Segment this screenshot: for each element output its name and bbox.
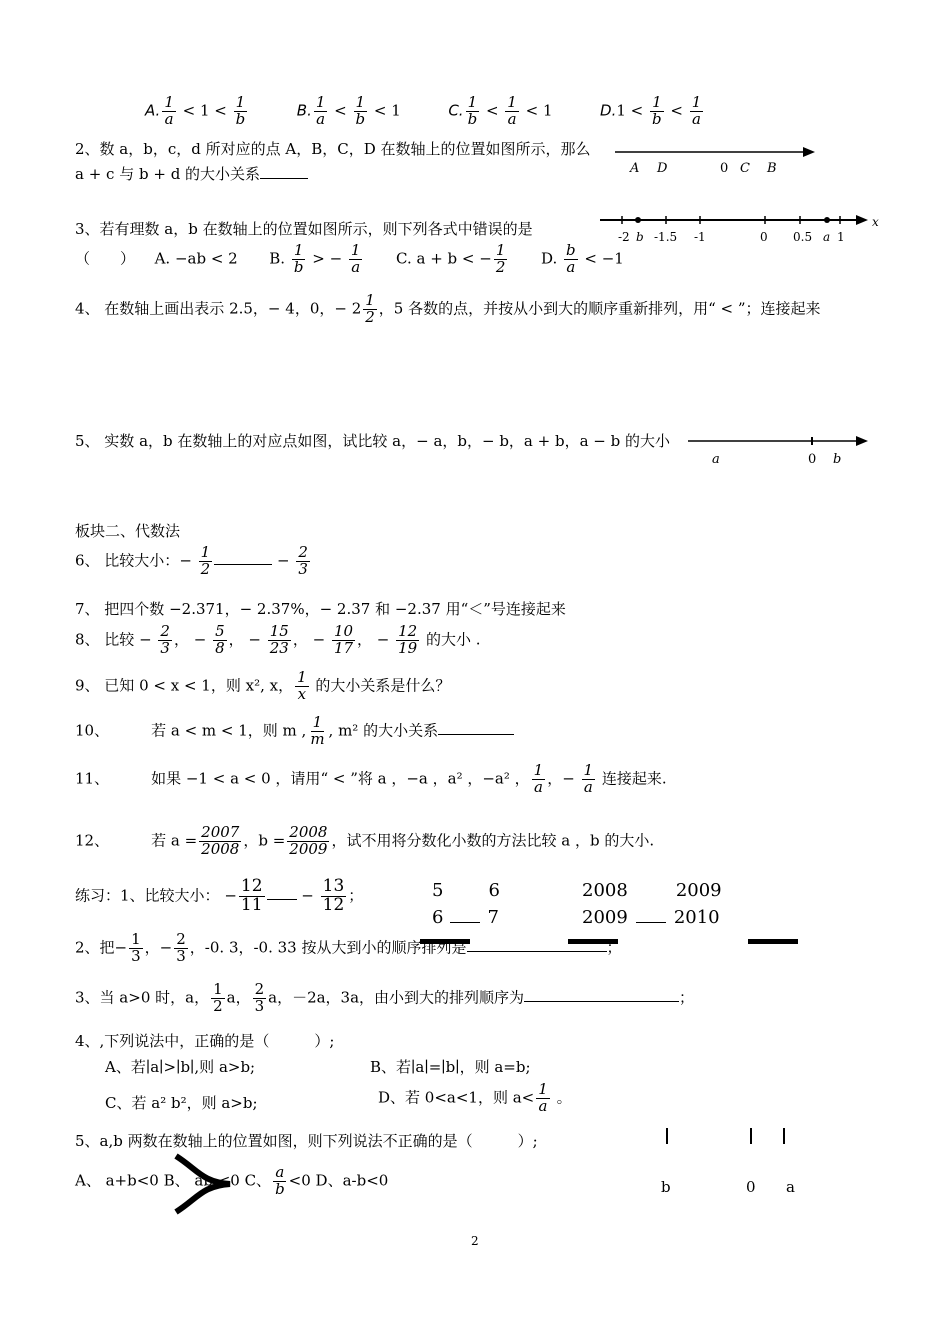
- q2-line2: a + c 与 b + d 的大小关系: [75, 163, 308, 184]
- q2-axis-label: C: [740, 161, 750, 176]
- practice-4-question: 4、,下列说法中，正确的是（ ）;: [75, 1032, 335, 1050]
- section-heading: 板块二、代数法: [75, 522, 181, 540]
- q3-axis-label: -2: [618, 230, 630, 244]
- point-a: [824, 217, 830, 223]
- q1-options: A. $\frac{1}{a}$ < 1 < $\frac{1}{b}$ B. $\frac{1}{a}$ < $\frac{1}{b}$ < 1 C. $\frac{1}{b}$ < $\frac{1}{a}$ < 1 D.1 < $\frac{1}{b}$ < $\frac{1}{a}$: [145, 93, 702, 128]
- p1-blank-3[interactable]: [636, 922, 666, 923]
- p5-tick-b: [666, 1128, 668, 1144]
- q12: 12、 若 a = $\frac{2007}{2008}$ ，b = $\frac{2008}{2009}$ ，试不用将分数化小数的方法比较 a ，b 的大小.: [75, 823, 655, 858]
- p5-axis-label: b: [661, 1178, 671, 1196]
- q3-axis-label: x: [872, 215, 879, 229]
- q3-number-line: [600, 208, 890, 248]
- p1-blank-2[interactable]: [450, 922, 480, 923]
- p5-tick-0: [750, 1128, 752, 1144]
- q3-axis-label: a: [823, 230, 831, 244]
- q2-answer-blank[interactable]: [260, 178, 308, 179]
- p1-blank-1[interactable]: [267, 899, 297, 900]
- practice-5-brace-mark: [168, 1152, 238, 1216]
- q5-axis-label: b: [833, 452, 842, 467]
- practice-5-options: A、 a+b<0 B、 ab <0 C、 $\frac{a}{b}$ <0 D、a-b<0: [75, 1163, 389, 1198]
- q2-axis-label: D: [657, 161, 668, 176]
- practice-2: 2、把− $\frac{1}{3}$ ，− $\frac{2}{3}$ ，-0. 3，-0. 33 按从大到小的顺序排列是 ；: [75, 930, 622, 965]
- q6: 6、 比较大小：− $\frac{1}{2}$ − $\frac{2}{3}$: [75, 543, 308, 578]
- p5-axis-label: a: [786, 1178, 795, 1196]
- q7: 7、 把四个数 −2.371，− 2.37%，− 2.37 和 −2.37 用“＜”号连接起来: [75, 600, 566, 618]
- q3-axis-label: 0: [760, 230, 768, 244]
- p3-answer-blank[interactable]: [524, 1001, 679, 1002]
- q9: 9、 已知 0 < x < 1，则 x², x， $\frac{1}{x}$ 的大小关系是什么？: [75, 668, 451, 703]
- q4: 4、 在数轴上画出表示 2.5，− 4，0，− 2 $\frac{1}{2}$ ，5 各数的点，并按从小到大的顺序重新排列，用“ < ”；连接起来: [75, 291, 821, 326]
- q6-answer-blank[interactable]: [214, 564, 272, 565]
- q2-line1: 2、数 a，b，c，d 所对应的点 A，B，C，D 在数轴上的位置如图所示，那么: [75, 140, 591, 158]
- q3-line1: 3、若有理数 a，b 在数轴上的位置如图所示，则下列各式中错误的是: [75, 220, 533, 238]
- q3-axis-label: b: [636, 230, 644, 244]
- q3-axis-label: 0.5: [793, 230, 813, 244]
- practice-1-fracs-a: 5 6 6 7: [432, 880, 500, 928]
- q2-axis-label: B: [767, 161, 777, 176]
- practice-4-option-d: D、若 0<a<1，则 a< $\frac{1}{a}$ 。: [378, 1080, 572, 1115]
- q2-number-line: [615, 140, 825, 180]
- q3-axis-label: -1.5: [654, 230, 678, 244]
- q5: 5、 实数 a，b 在数轴上的对应点如图，试比较 a，− a，b，− b，a + b，a − b 的大小: [75, 432, 670, 450]
- point-b: [635, 217, 641, 223]
- p5-axis-label: 0: [746, 1178, 756, 1196]
- q10-answer-blank[interactable]: [438, 734, 514, 735]
- q8: 8、 比较 − $\frac{2}{3}$ ， − $\frac{5}{8}$ ， − $\frac{15}{23}$ ， − $\frac{10}{17}$ ， − $\frac{12}{19}$ 的大小 .: [75, 622, 481, 657]
- q10: 10、 若 a < m < 1，则 m , $\frac{1}{m}$ , m² 的大小关系: [75, 715, 514, 748]
- q2-axis-label: A: [630, 161, 640, 176]
- q5-axis-label: 0: [808, 452, 817, 467]
- p5-tick-a: [783, 1128, 785, 1144]
- q3-axis-label: 1: [837, 230, 845, 244]
- q11: 11、 如果 −1 < a < 0 ，请用“ < ”将 a ，−a ，a² ，−a² ， $\frac{1}{a}$ ，− $\frac{1}{a}$ 连接起来.: [75, 761, 667, 796]
- q2-axis-label: 0: [720, 161, 729, 176]
- q3-line2: （ ） A. −ab < 2 B. $\frac{1}{b}$ > − $\frac{1}{a}$ C. a + b < − $\frac{1}{2}$ D. $\frac{b}{a}$ < −1: [75, 241, 624, 276]
- practice-4-option-c: C、若 a² b²，则 a>b;: [105, 1094, 258, 1112]
- q3-axis-label: -1: [694, 230, 706, 244]
- practice-1: 练习：1、比较大小： − $\frac{12}{11}$ − $\frac{13}{12}$ ；: [75, 876, 364, 915]
- q5-axis-label: a: [712, 452, 720, 467]
- practice-1-fracs-b: 2008 2009 2009 2010: [582, 880, 722, 928]
- practice-4-option-a: A、若∣a∣>∣b∣,则 a>b;: [105, 1058, 256, 1076]
- fraction-bar-mark: [748, 939, 798, 944]
- practice-3: 3、当 a>0 时，a， $\frac{1}{2}$ a， $\frac{2}{3}$ a，－2a，3a，由小到大的排列顺序为 ；: [75, 980, 695, 1015]
- practice-4-option-b: B、若∣a∣=∣b∣，则 a=b;: [370, 1058, 531, 1076]
- p2-answer-blank[interactable]: [467, 951, 607, 952]
- q5-number-line: [688, 430, 878, 470]
- practice-5-question: 5、a,b 两数在数轴上的位置如图，则下列说法不正确的是（ ）;: [75, 1132, 538, 1150]
- page-number: 2: [471, 1234, 479, 1248]
